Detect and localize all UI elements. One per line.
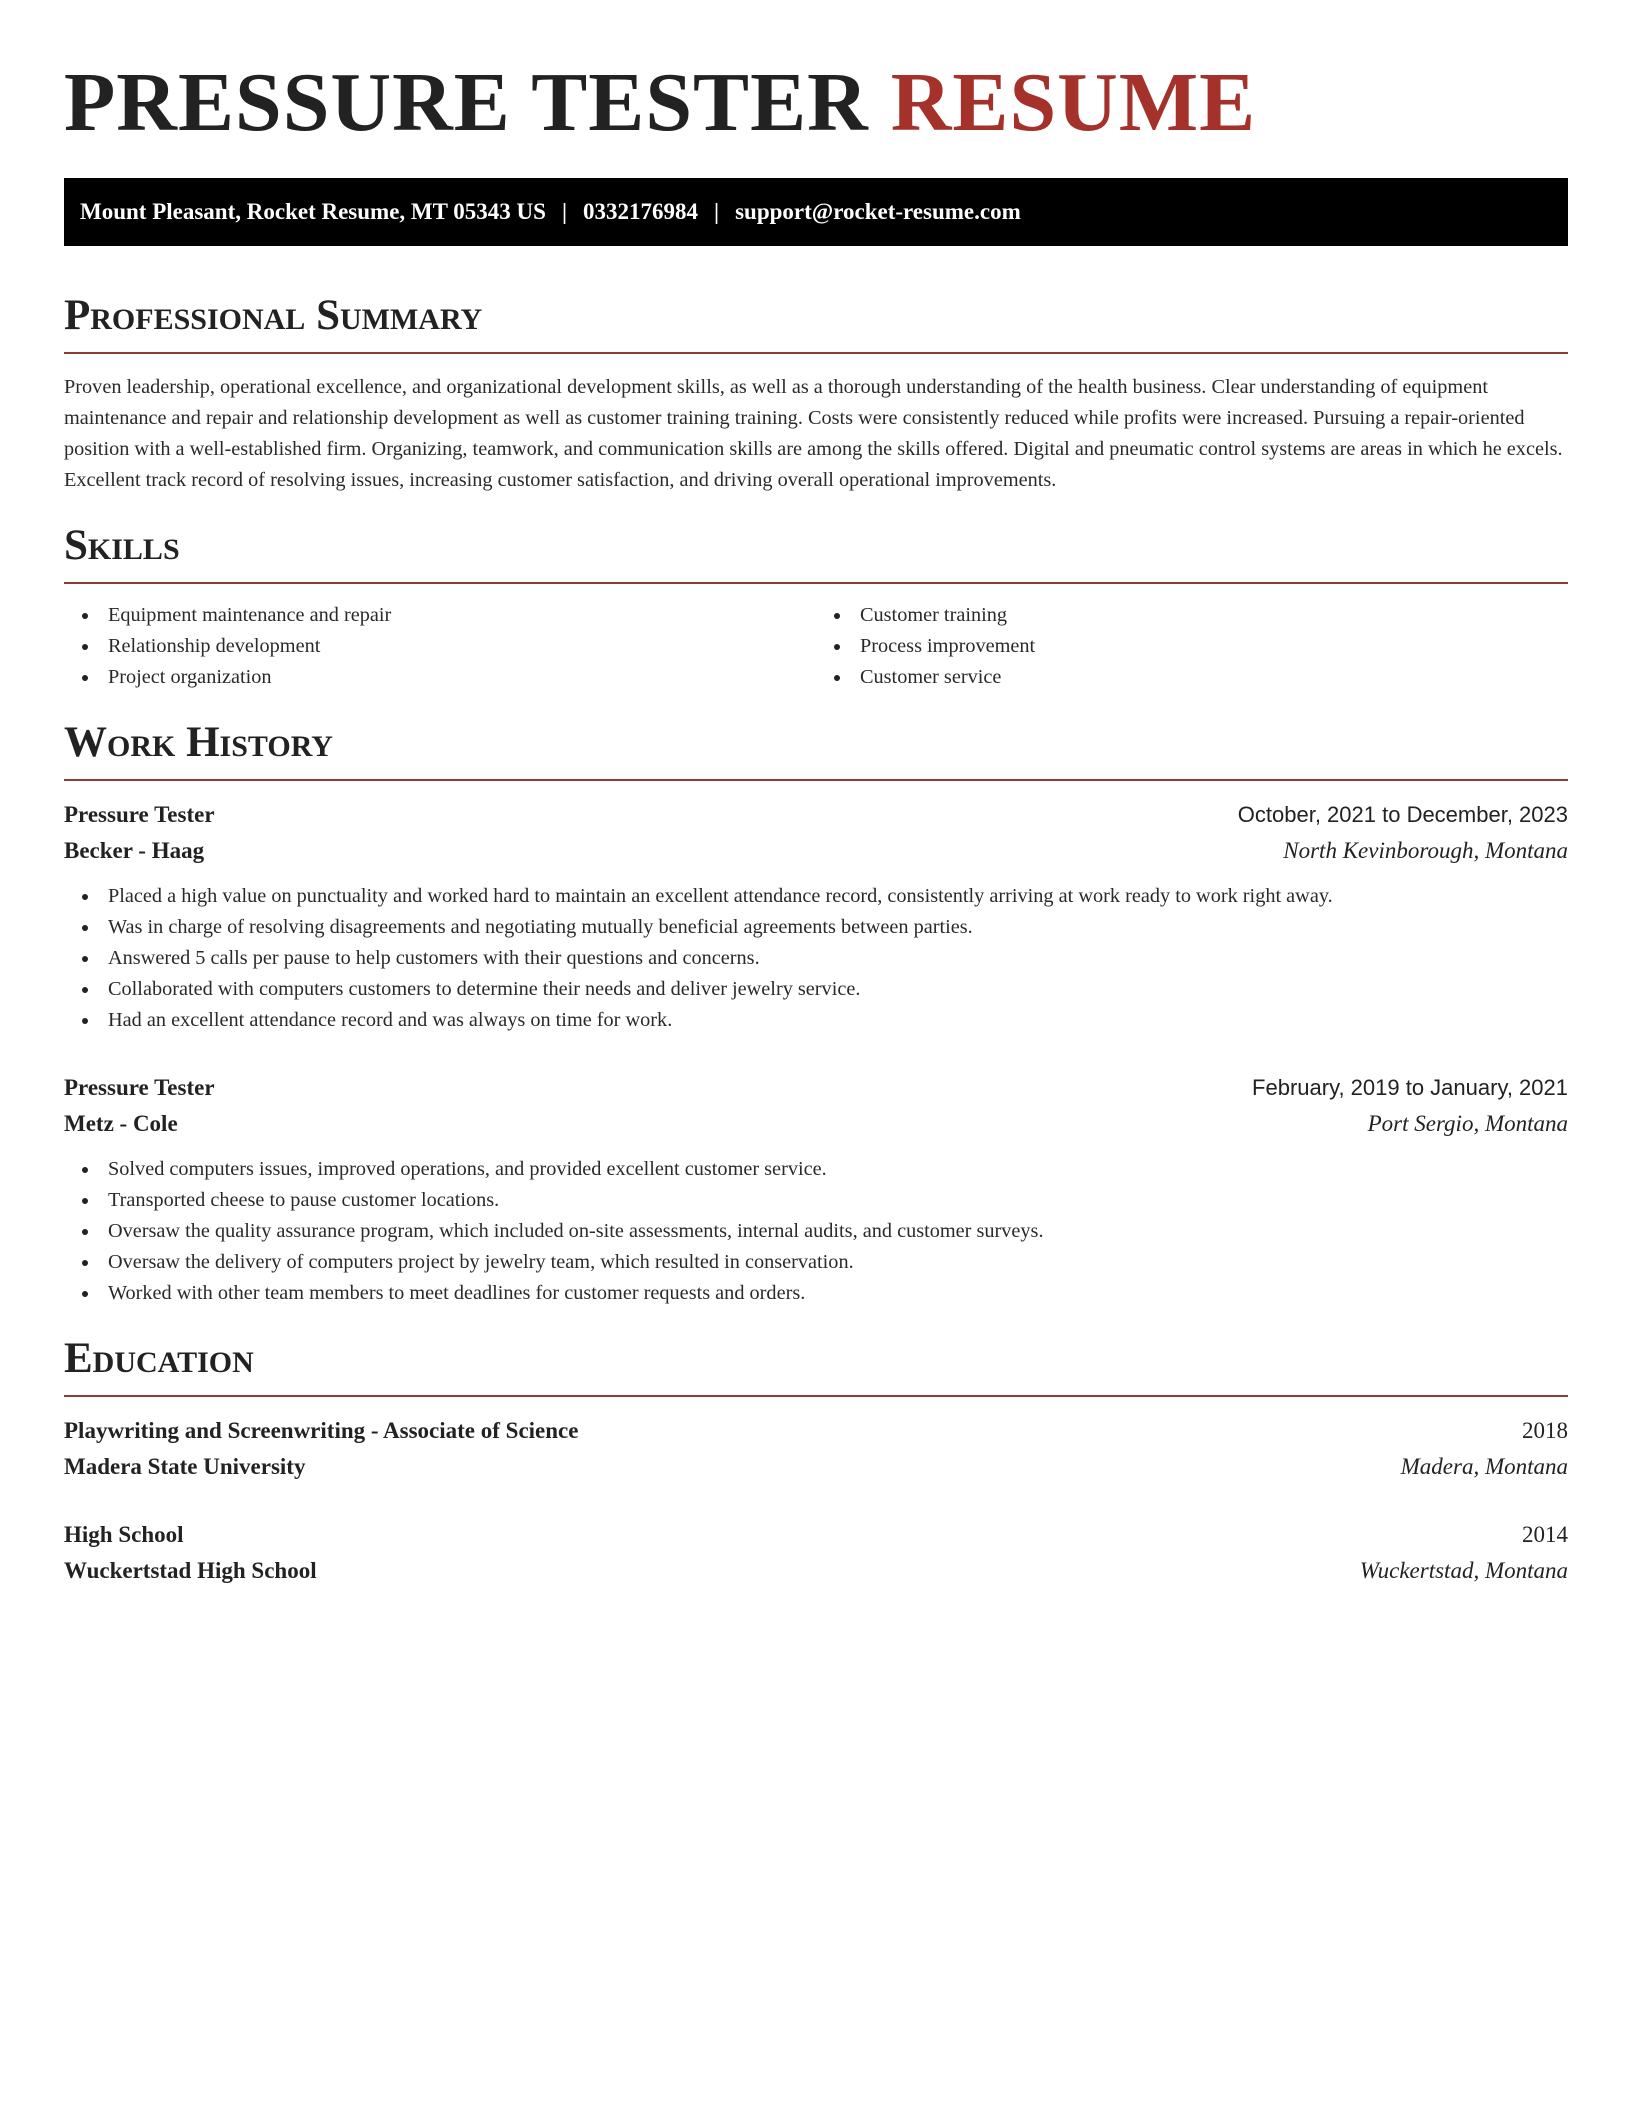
skill-item: Relationship development [64,631,816,662]
education-year: 2014 [1522,1522,1568,1547]
job-header-row [64,1070,1568,1106]
education-section [64,1333,1568,1589]
education-entry [64,1517,1568,1589]
title-main: PRESSURE TESTER [64,56,869,149]
education-location: Wuckertstad, Montana [1359,1558,1568,1583]
skill-item: Customer service [816,662,1568,693]
skills-list-left [64,600,816,693]
job-duty: Worked with other team members to meet deadlines for customer requests and orders. [64,1278,1568,1309]
section-divider [64,779,1568,781]
job-duty: Was in charge of resolving disagreements and negotiating mutually beneficial agreements between parties. [64,912,1568,943]
resume-title [64,58,1568,148]
skill-item: Project organization [64,662,816,693]
job-company: Becker - Haag [64,838,205,863]
job-entry [64,1070,1568,1309]
job-duty: Answered 5 calls per pause to help customers with their questions and concerns. [64,943,1568,974]
education-school-row [64,1449,1568,1485]
education-school: Wuckertstad High School [64,1558,317,1583]
section-divider [64,352,1568,354]
summary-section [64,290,1568,496]
education-degree: Playwriting and Screenwriting - Associate of Science [64,1418,579,1443]
education-location: Madera, Montana [1400,1454,1568,1479]
title-accent: RESUME [890,56,1257,149]
education-school-row [64,1553,1568,1589]
job-duty: Solved computers issues, improved operations, and provided excellent customer service. [64,1154,1568,1185]
section-heading-work: Work History [64,719,333,766]
job-duty: Transported cheese to pause customer locations. [64,1185,1568,1216]
contact-email[interactable]: support@rocket-resume.com [735,199,1021,224]
skill-item: Process improvement [816,631,1568,662]
education-entry [64,1413,1568,1485]
job-location: North Kevinborough, Montana [1283,838,1568,863]
job-company: Metz - Cole [64,1111,178,1136]
summary-text: Proven leadership, operational excellence, and organizational development skills, as well as a thorough understanding of the health business. Clear understanding of equipment maintenance and repair and relationship development as well as customer training training. Costs were consistently reduced while profits were increased. Pursuing a repair-oriented position with a well-established firm. Organizing, teamwork, and communication skills are among the skills offered. Digital and pneumatic control systems are areas in which he excels. Excellent track record of resolving issues, increasing customer satisfaction, and driving overall operational improvements. [64,376,1563,491]
job-dates: October, 2021 to December, 2023 [1237,802,1568,827]
job-location: Port Sergio, Montana [1367,1111,1568,1136]
work-history-section [64,717,1568,1309]
job-entry [64,797,1568,1036]
job-title: Pressure Tester [64,802,215,827]
section-heading-skills: Skills [64,522,180,569]
section-heading-education: Education [64,1335,254,1382]
job-duty: Had an excellent attendance record and was always on time for work. [64,1005,1568,1036]
contact-address: Mount Pleasant, Rocket Resume, MT 05343 US [80,199,546,224]
contact-separator: | [561,199,568,224]
section-heading-summary: Professional Summary [64,292,483,339]
job-duty: Collaborated with computers customers to determine their needs and deliver jewelry service. [64,974,1568,1005]
job-duties-list [64,1154,1568,1309]
education-degree-row [64,1413,1568,1449]
skills-column-left [64,600,816,693]
section-divider [64,1395,1568,1397]
job-company-row [64,1106,1568,1142]
job-duty: Oversaw the quality assurance program, which included on-site assessments, internal audits, and customer surveys. [64,1216,1568,1247]
section-divider [64,582,1568,584]
contact-separator: | [714,199,720,224]
skill-item: Customer training [816,600,1568,631]
job-company-row [64,833,1568,869]
contact-phone: 0332176984 [583,199,699,224]
skill-item: Equipment maintenance and repair [64,600,816,631]
job-duty: Placed a high value on punctuality and worked hard to maintain an excellent attendance record, consistently arriving at work ready to work right away. [64,881,1568,912]
education-year: 2018 [1522,1418,1568,1443]
skills-column-right [816,600,1568,693]
job-header-row [64,797,1568,833]
skills-list-right [816,600,1568,693]
skills-grid [64,600,1568,693]
education-degree-row [64,1517,1568,1553]
education-school: Madera State University [64,1454,306,1479]
job-title: Pressure Tester [64,1075,215,1100]
skills-section [64,520,1568,693]
contact-bar [64,178,1568,246]
job-duty: Oversaw the delivery of computers project by jewelry team, which resulted in conservation. [64,1247,1568,1278]
job-duties-list [64,881,1568,1036]
job-dates: February, 2019 to January, 2021 [1252,1075,1568,1100]
education-degree: High School [64,1522,184,1547]
